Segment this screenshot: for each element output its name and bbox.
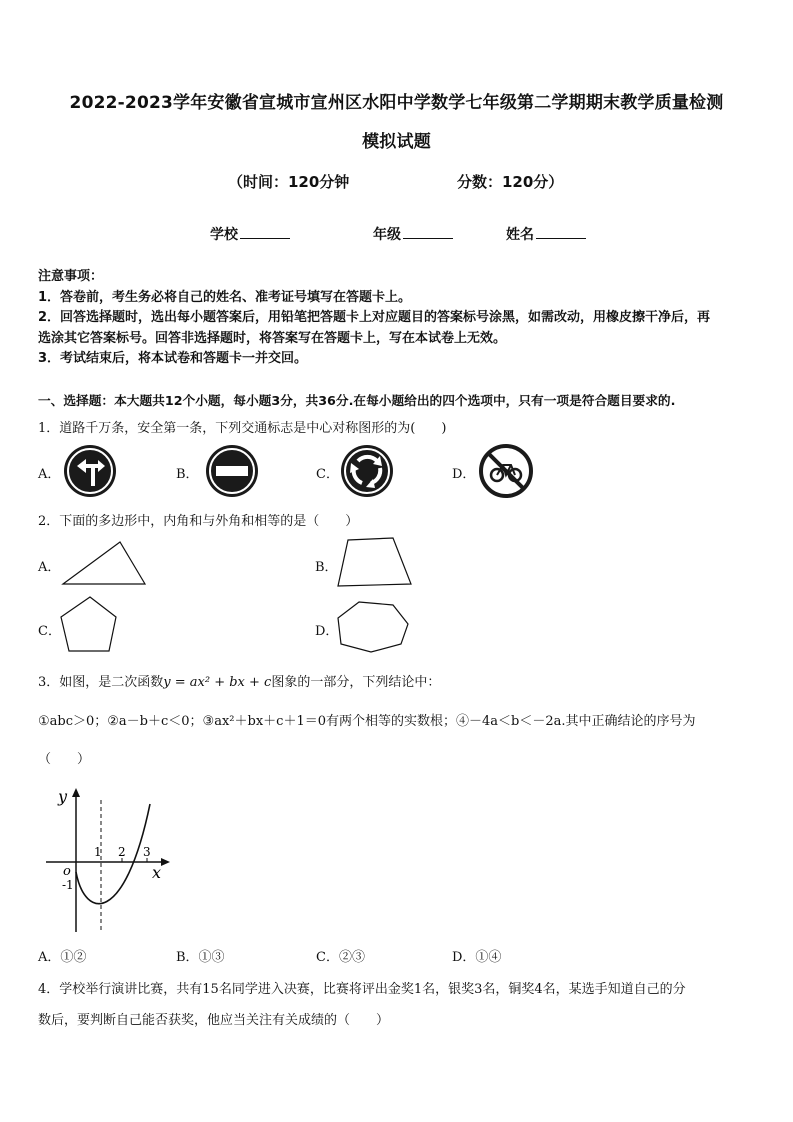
page-title-line2: 模拟试题 [362,132,431,152]
x-axis-arrow-icon [161,858,170,866]
parabola-curve [76,804,150,904]
quadratic-formula: y = ax² + bx + c [163,675,272,690]
question-1-text: 1．道路千万条，安全第一条，下列交通标志是中心对称图形的为( ) [38,421,447,436]
q2-option-d-label[interactable]: D． [315,624,339,639]
exam-score: 分数：120分） [457,173,564,191]
question-3-conclusions: ①abc＞0；②a－b＋c＜0；③ax²＋bx＋c＋1＝0有两个相等的实数根；④－4a＜b＜－2a.其中正确结论的序号为 [38,714,696,729]
quadrilateral-shape[interactable] [335,536,415,592]
note-item: 3．考试结束后，将本试卷和答题卡一并交回。 [38,351,308,366]
heptagon-shape[interactable] [335,600,413,654]
grade-field[interactable] [373,224,453,244]
q1-option-a-label[interactable]: A． [38,467,61,482]
question-4-text: 4．学校举行演讲比赛，共有15名同学进入决赛，比赛将评出金奖1名，银奖3名，铜奖4名，某选手知道自己的分 [38,982,686,997]
tick-label-neg-1: -1 [62,878,74,892]
parabola-graph [40,780,175,940]
school-field[interactable] [210,224,290,244]
roundabout-sign-icon[interactable] [340,444,394,498]
question-2-text: 2．下面的多边形中，内角和与外角和相等的是（ ） [38,514,359,529]
q2-option-a-label[interactable]: A． [38,560,61,575]
school-blank[interactable] [240,226,290,239]
q3-option-b[interactable]: B．①③ [176,950,225,965]
note-item: 选涂其它答案标号。回答非选择题时，将答案写在答题卡上，写在本试卷上无效。 [38,331,507,346]
x-axis-label: x [152,863,162,882]
question-4-text-cont: 数后，要判断自己能否获奖，他应当关注有关成绩的（ ） [38,1013,390,1028]
grade-label: 年级 [373,227,401,243]
page-title: 2022-2023学年安徽省宣城市宣州区水阳中学数学七年级第二学期期末教学质量检测 [69,93,724,113]
q2-option-b-label[interactable]: B． [315,560,338,575]
pentagon-shape[interactable] [58,595,120,655]
grade-blank[interactable] [403,226,453,239]
notes-heading: 注意事项： [38,269,104,284]
question-3-text: 3．如图，是二次函数y = ax² + bx + c图象的一部分，下列结论中： [38,675,441,690]
q1-option-c-label[interactable]: C． [316,467,339,482]
exam-time: （时间：120分钟 [228,173,350,191]
left-turn-sign-icon[interactable] [63,444,117,498]
origin-label: o [63,864,71,879]
tick-label-3: 3 [143,845,151,859]
y-axis-arrow-icon [72,788,80,797]
school-label: 学校 [210,227,238,243]
q3-option-d[interactable]: D．①④ [452,950,502,965]
triangle-shape[interactable] [60,538,150,590]
no-entry-sign-icon[interactable] [205,444,259,498]
section-heading: 一、选择题：本大题共12个小题，每小题3分，共36分.在每小题给出的四个选项中，只有一项是符合题目要求的. [38,393,676,408]
q1-option-d-label[interactable]: D． [452,467,476,482]
q3-option-c[interactable]: C．②③ [316,950,365,965]
note-item: 1．答卷前，考生务必将自己的姓名、准考证号填写在答题卡上。 [38,290,412,305]
name-blank[interactable] [536,226,586,239]
tick-label-2: 2 [118,845,126,859]
y-axis-label: y [58,787,68,806]
note-item: 2．回答选择题时，选出每小题答案后，用铅笔把答题卡上对应题目的答案标号涂黑，如需改动，用橡皮擦干净后，再 [38,310,711,325]
no-bicycle-sign-icon[interactable] [478,444,534,498]
name-field[interactable] [506,224,586,244]
q2-option-c-label[interactable]: C． [38,624,61,639]
tick-label-1: 1 [94,845,102,859]
q3-option-a[interactable]: A．①② [38,950,87,965]
q1-option-b-label[interactable]: B． [176,467,199,482]
question-3-paren: （ ） [38,752,91,767]
name-label: 姓名 [506,227,534,243]
